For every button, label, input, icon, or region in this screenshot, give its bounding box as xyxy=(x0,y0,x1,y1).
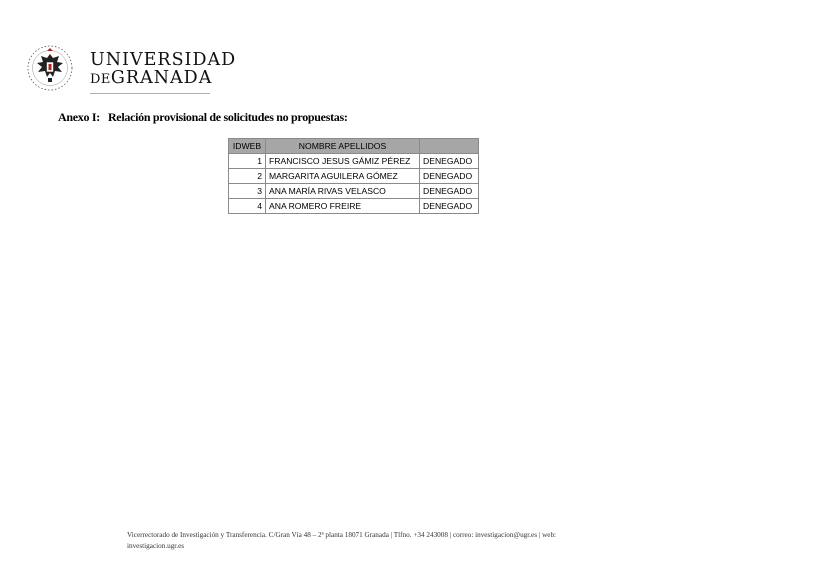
row-name: MARGARITA AGUILERA GÓMEZ xyxy=(266,169,420,184)
table-row xyxy=(229,154,479,169)
university-name-line1: UNIVERSIDAD xyxy=(90,50,237,70)
table-row xyxy=(229,199,479,214)
row-name: FRANCISCO JESUS GÁMIZ PÉREZ xyxy=(266,154,420,169)
annex-title: Relación provisional de solicitudes no propuestas: xyxy=(107,110,348,124)
row-name: ANA MARÍA RIVAS VELASCO xyxy=(266,184,420,199)
row-status: DENEGADO xyxy=(420,199,479,214)
footer-address: Vicerrectorado de Investigación y Transferencia. C/Gran Vía 48 – 2ª planta 18071 Granada | Tlfno. +34 243008 | correo: investigacion@ugr.es | web: xyxy=(127,531,557,539)
university-name-line2: GRANADA xyxy=(110,68,213,88)
row-name: ANA ROMERO FREIRE xyxy=(266,199,420,214)
row-id: 4 xyxy=(229,199,266,214)
applications-table xyxy=(228,138,479,214)
page-footer xyxy=(127,530,597,552)
row-status: DENEGADO xyxy=(420,184,479,199)
header-nombre-apellidos: NOMBRE APELLIDOS xyxy=(266,139,420,154)
annex-label: Anexo I: xyxy=(58,110,100,124)
header-idweb: IDWEB xyxy=(229,139,266,154)
table-row xyxy=(229,169,479,184)
row-id: 2 xyxy=(229,169,266,184)
table-row xyxy=(229,184,479,199)
university-seal-icon xyxy=(26,42,74,94)
table-header-row xyxy=(229,139,479,154)
row-status: DENEGADO xyxy=(420,154,479,169)
university-name-de: DE xyxy=(90,72,111,87)
row-id: 1 xyxy=(229,154,266,169)
footer-web: investigacion.ugr.es xyxy=(127,542,185,550)
university-logo xyxy=(24,40,237,102)
row-status: DENEGADO xyxy=(420,169,479,184)
annex-heading xyxy=(58,110,348,125)
row-id: 3 xyxy=(229,184,266,199)
logo-divider xyxy=(90,93,210,94)
header-status xyxy=(420,139,479,154)
